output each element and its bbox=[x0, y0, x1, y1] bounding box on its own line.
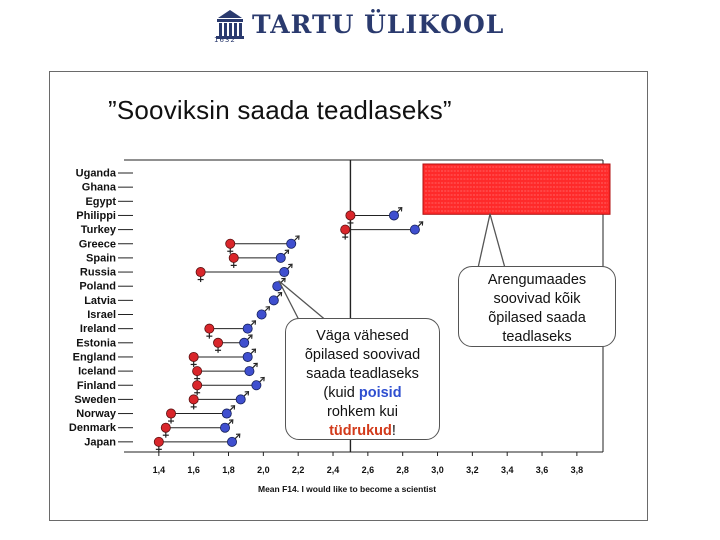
category-label: Norway bbox=[76, 408, 116, 421]
category-label: Japan bbox=[84, 436, 116, 449]
x-tick-label: 2,4 bbox=[326, 465, 340, 475]
pointer-right bbox=[478, 214, 505, 268]
female-point bbox=[161, 423, 170, 432]
callout-line: soovivad kõik bbox=[493, 291, 581, 307]
category-label: Iceland bbox=[78, 365, 116, 378]
male-point bbox=[245, 367, 254, 376]
category-label: Philippi bbox=[76, 209, 116, 222]
category-labels bbox=[69, 168, 133, 449]
callout-line bbox=[286, 422, 439, 441]
callout-text: (kuid bbox=[323, 385, 359, 401]
x-tick-label: 2,2 bbox=[291, 465, 305, 475]
female-point bbox=[346, 211, 355, 220]
x-tick-label: 3,2 bbox=[466, 465, 479, 475]
callout-line: õpilased saada bbox=[488, 310, 586, 326]
male-point bbox=[252, 381, 261, 390]
category-label: Sweden bbox=[74, 393, 116, 406]
x-tick-label: 1,6 bbox=[187, 465, 200, 475]
callout-line: Väga vähesed bbox=[316, 328, 409, 344]
male-point bbox=[240, 338, 249, 347]
category-label: Estonia bbox=[76, 337, 116, 350]
girls-highlight: tüdrukud bbox=[329, 423, 392, 439]
x-tick-label: 2,6 bbox=[361, 465, 375, 475]
x-tick-label: 3,8 bbox=[570, 465, 584, 475]
hidden-data-box bbox=[423, 164, 610, 214]
callout-line bbox=[286, 384, 439, 403]
female-point bbox=[154, 437, 163, 446]
category-label: Spain bbox=[86, 252, 116, 265]
callout-developing-countries bbox=[458, 266, 616, 347]
category-label: Ghana bbox=[81, 181, 116, 194]
female-point bbox=[196, 267, 205, 276]
male-point bbox=[236, 395, 245, 404]
logo-text: TARTU ÜLIKOOL bbox=[252, 10, 505, 39]
female-point bbox=[166, 409, 175, 418]
female-point bbox=[189, 352, 198, 361]
male-point bbox=[227, 437, 236, 446]
category-label: England bbox=[72, 351, 116, 364]
x-tick-label: 3,0 bbox=[431, 465, 444, 475]
category-label: Poland bbox=[79, 280, 116, 293]
x-tick-label: 3,6 bbox=[535, 465, 549, 475]
category-label: Finland bbox=[76, 379, 116, 392]
callout-few-students bbox=[285, 318, 440, 440]
male-point bbox=[257, 310, 266, 319]
male-point bbox=[269, 296, 278, 305]
female-point bbox=[193, 381, 202, 390]
category-label: Uganda bbox=[75, 167, 116, 180]
category-label: Egypt bbox=[85, 195, 116, 208]
category-label: Greece bbox=[78, 238, 116, 251]
category-label: Latvia bbox=[84, 294, 116, 307]
male-point bbox=[243, 324, 252, 333]
female-point bbox=[341, 225, 350, 234]
category-label: Israel bbox=[87, 309, 116, 321]
x-tick-label: 2,8 bbox=[396, 465, 409, 475]
category-label: Ireland bbox=[79, 323, 116, 336]
x-tick-label: 1,8 bbox=[222, 465, 235, 475]
male-point bbox=[220, 423, 229, 432]
male-point bbox=[287, 239, 296, 248]
male-point bbox=[243, 352, 252, 361]
x-axis-label: Mean F14. I would like to become a scientist bbox=[258, 484, 437, 494]
boys-highlight: poisid bbox=[358, 385, 402, 401]
female-point bbox=[229, 253, 238, 262]
callout-line: rohkem kui bbox=[327, 404, 398, 420]
pointer-center bbox=[279, 281, 328, 322]
female-point bbox=[213, 338, 222, 347]
male-point bbox=[276, 253, 285, 262]
male-point bbox=[410, 225, 419, 234]
callout-line: teadlaseks bbox=[502, 329, 572, 345]
female-point bbox=[189, 395, 198, 404]
category-label: Russia bbox=[79, 266, 116, 279]
x-tick-label: 1,4 bbox=[152, 465, 166, 475]
callout-line: õpilased soovivad bbox=[304, 347, 421, 363]
slide-title: ”Sooviksin saada teadlaseks” bbox=[108, 95, 452, 125]
male-point bbox=[222, 409, 231, 418]
logo-year: 1632 bbox=[214, 36, 236, 44]
category-label: Denmark bbox=[68, 422, 116, 435]
callout-text: ! bbox=[391, 423, 396, 439]
female-point bbox=[193, 367, 202, 376]
male-point bbox=[280, 267, 289, 276]
category-label: Turkey bbox=[80, 224, 116, 237]
female-point bbox=[226, 239, 235, 248]
female-point bbox=[205, 324, 214, 333]
x-tick-label: 2,0 bbox=[257, 465, 270, 475]
male-point bbox=[389, 211, 398, 220]
x-tick-label: 3,4 bbox=[500, 465, 514, 475]
callout-line: Arengumaades bbox=[487, 272, 587, 288]
x-tick-labels bbox=[153, 452, 584, 475]
callout-line: saada teadlaseks bbox=[306, 366, 419, 382]
